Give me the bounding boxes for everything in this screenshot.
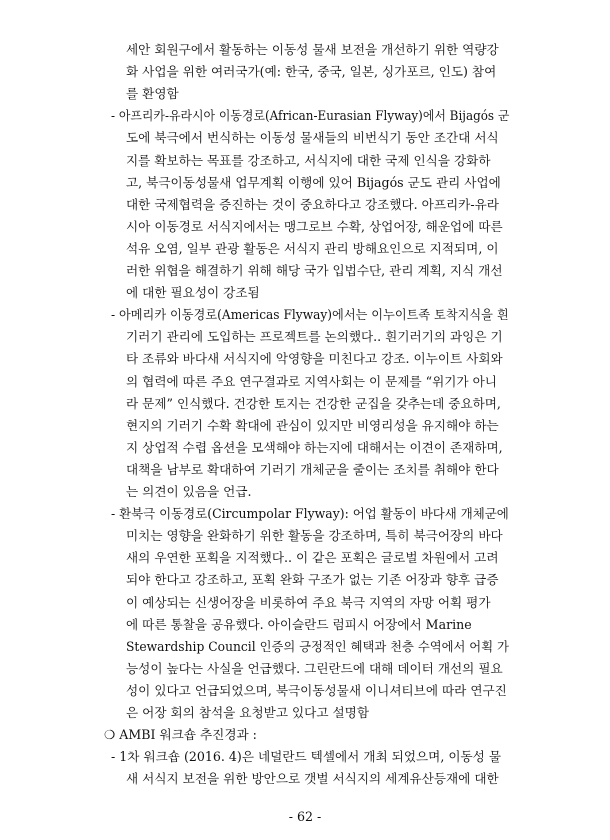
text-line: 현지의 기러기 수확 확대에 관심이 있지만 비영리성을 유지해야 하는 [126,418,499,433]
text-line: - 환북극 이동경로(Circumpolar Flyway): 어업 활동이 바다새 개체군에 [111,506,509,521]
text-line: 새 서식지 보전을 위한 방안으로 갯벌 서식지의 세계유산등재에 대한 [126,771,499,786]
text-line: - 1차 워크숍 (2016. 4)은 네덜란드 텍셀에서 개최 되었으며, 이동성 물 [111,749,502,764]
text-line: - 아프리카-유라시아 이동경로(African-Eurasian Flyway)에서 Bijagós 군 [111,108,510,123]
text-line: 대책을 남부로 확대하여 기러기 개체군을 줄이는 조치를 취해야 한다 [126,462,499,477]
text-line: 에 따른 통찰을 공유했다. 아이슬란드 럼피시 어장에서 Marine [126,617,472,632]
text-line: 타 조류와 바다새 서식지에 악영향을 미친다고 강조. 이누이트 사회와 [126,351,503,366]
text-line: 미치는 영향을 완화하기 위한 활동을 강조하며, 특히 북극어장의 바다 [126,528,503,543]
text-line: 기러기 관리에 도입하는 프로젝트를 논의했다.. 흰기러기의 과잉은 기 [126,329,503,344]
text-line: 이 예상되는 신생어장을 비롯하여 주요 북극 지역의 자망 어획 평가 [126,595,491,610]
text-line: 는 의견이 있음을 언급. [126,484,252,499]
text-line: 를 환영함 [126,86,179,101]
text-line: 새의 우연한 포획을 지적했다.. 이 같은 포획은 글로벌 차원에서 고려 [126,550,499,565]
text-line: 시아 이동경로 서식지에서는 맹그로브 수확, 상업어장, 해운업에 따른 [126,219,503,234]
text-line: 화 사업을 위한 여러국가(예: 한국, 중국, 일본, 싱가포르, 인도) 참여 [126,64,497,79]
page-number: - 62 - [288,809,322,824]
text-line: 에 대한 필요성이 강조됨 [126,285,260,300]
text-line: ❍ AMBI 워크숍 추진경과 : [104,727,257,742]
text-line: 도에 북극에서 번식하는 이동성 물새들의 비번식기 동안 조간대 서식 [126,130,499,145]
text-line: 석유 오염, 일부 관광 활동은 서식지 관리 방해요인으로 지적되며, 이 [126,241,499,256]
text-line: 성이 있다고 언급되었으며, 북극이동성물새 이니셔티브에 따라 연구진 [126,683,507,698]
text-line: 지 상업적 수렵 옵션을 모색해야 하는지에 대해서는 이견이 존재하며, [126,440,503,455]
text-line: 능성이 높다는 사실을 언급했다. 그린란드에 대해 데이터 개선의 필요 [126,661,503,676]
text-line: 의 협력에 따른 주요 연구결과로 지역사회는 이 문제를 “위기가 아니 [126,374,497,389]
text-line: 세안 회원구에서 활동하는 이동성 물새 보전을 개선하기 위한 역량강 [126,42,499,57]
text-line: 대한 국제협력을 증진하는 것이 중요하다고 강조했다. 아프리카-유라 [126,197,499,212]
text-line: 러한 위협을 해결하기 위해 해당 국가 입법수단, 관리 계획, 지식 개선 [126,263,503,278]
text-line: - 아메리카 이동경로(Americas Flyway)에서는 이누이트족 토착지식을 흰 [111,307,509,322]
text-line: 지를 확보하는 목표를 강조하고, 서식지에 대한 국제 인식을 강화하 [126,153,491,168]
text-line: 라 문제” 인식했다. 건강한 토지는 건강한 군집을 갖추는데 중요하며, [126,396,501,411]
text-line: 되야 한다고 강조하고, 포획 완화 구조가 없는 기존 어장과 향후 급증 [126,572,499,587]
text-line: 고, 북극이동성물새 업무계획 이행에 있어 Bijagós 군도 관리 사업에 [126,175,501,190]
text-line: Stewardship Council 인증의 긍정적인 혜택과 천층 수역에서 어획 가 [126,639,509,654]
text-line: 은 어장 회의 참석을 요청받고 있다고 설명함 [126,705,369,720]
